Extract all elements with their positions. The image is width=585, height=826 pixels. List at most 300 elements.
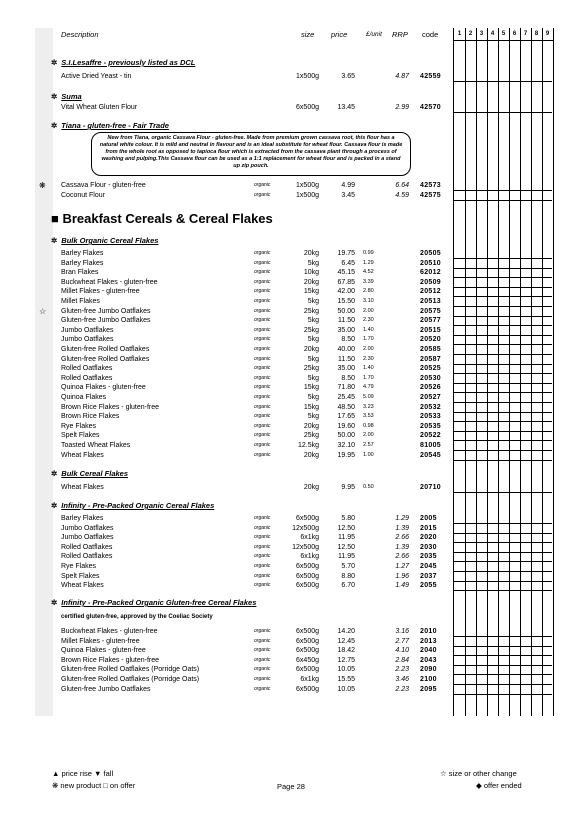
section-lesaffre (51, 58, 195, 67)
organic-label: organic (254, 182, 271, 188)
product-code: 2030 (420, 543, 437, 551)
product-size: 15kg (303, 403, 319, 411)
organic-label: organic (254, 534, 271, 541)
product-description: Wheat Flakes (61, 582, 104, 590)
unit-price: 3.10 (363, 298, 374, 304)
grid-column-number: 4 (490, 31, 495, 37)
grid-row-line (453, 112, 552, 113)
product-price: 12.45 (337, 637, 355, 645)
organic-label: organic (254, 403, 271, 410)
product-code: 2005 (420, 515, 437, 522)
product-size: 5kg (307, 394, 319, 401)
grid-row-line (453, 492, 552, 493)
product-rrp: 4.59 (395, 192, 409, 199)
product-code: 20510 (420, 259, 441, 267)
organic-label: organic (254, 250, 271, 256)
product-size: 5kg (307, 317, 319, 325)
product-description: Bran Flakes (61, 269, 99, 277)
product-price: 6.70 (341, 582, 355, 590)
product-price: 8.80 (341, 572, 355, 580)
product-description: Buckwheat Flakes - gluten-free (61, 628, 158, 635)
product-price: 5.80 (341, 515, 355, 522)
unit-price: 2.00 (363, 432, 374, 439)
product-size: 12.5kg (297, 442, 319, 449)
unit-price: 0.99 (363, 250, 374, 256)
product-rrp: 4.10 (395, 647, 409, 655)
organic-label: organic (254, 336, 271, 343)
product-size: 5kg (307, 413, 319, 421)
product-size: 6x500g (296, 628, 319, 635)
product-description: Jumbo Oatflakes (61, 524, 114, 532)
organic-label: organic (254, 432, 271, 439)
product-price: 12.75 (337, 656, 355, 664)
product-size: 5kg (307, 355, 319, 363)
product-size: 5kg (307, 298, 319, 305)
product-size: 12x500g (292, 543, 319, 551)
product-price: 14.20 (337, 628, 355, 635)
product-size: 1x500g (296, 73, 319, 80)
product-description: Rye Flakes (61, 422, 97, 430)
section-infinity-gluten-free-text: Infinity - Pre-Packed Organic Gluten-free Cereal Flakes (61, 598, 257, 607)
grid-column-number: 6 (512, 31, 517, 37)
product-price: 12.50 (337, 543, 355, 551)
unit-price: 2.30 (363, 355, 374, 362)
product-size: 20kg (303, 422, 319, 430)
heading-bullet: ■ (51, 211, 63, 226)
product-price: 11.95 (338, 534, 355, 542)
coeliac-note: certified gluten-free, approved by the Coeliac Society (61, 614, 213, 620)
product-size: 20kg (303, 278, 319, 286)
header-code: code (422, 30, 439, 39)
unit-price: 1.70 (363, 336, 374, 343)
product-code: 2020 (420, 534, 437, 542)
product-code: 20527 (420, 394, 441, 401)
product-size: 6x1kg (300, 553, 319, 561)
product-size: 25kg (303, 326, 319, 334)
grid-column-number: 9 (545, 31, 550, 37)
organic-label: organic (254, 384, 271, 391)
product-price: 10.05 (337, 685, 355, 693)
product-description: Quinoa Flakes - gluten-free (61, 384, 146, 392)
product-description: Spelt Flakes (61, 432, 100, 440)
organic-label: organic (254, 647, 271, 654)
product-rrp: 1.39 (395, 543, 409, 551)
product-description: Jumbo Oatflakes (61, 534, 114, 542)
product-price: 40.00 (337, 346, 355, 353)
unit-price: 4.79 (363, 384, 374, 391)
product-price: 8.50 (341, 336, 355, 344)
product-price: 32.10 (337, 442, 355, 449)
page-number: Page 28 (277, 782, 305, 791)
product-code: 42559 (420, 73, 441, 80)
section-infinity-text: Infinity - Pre-Packed Organic Cereal Flakes (61, 501, 215, 510)
product-description: Spelt Flakes (61, 572, 100, 580)
product-code: 20515 (420, 326, 441, 334)
grid-column-number: 8 (534, 31, 539, 37)
product-price: 11.50 (338, 355, 355, 363)
product-description: Rye Flakes (61, 563, 97, 570)
product-code: 2013 (420, 637, 437, 645)
product-code: 20577 (420, 317, 441, 325)
unit-price: 1.40 (363, 365, 374, 372)
unit-price: 1.29 (363, 259, 374, 266)
product-code: 42570 (420, 104, 441, 111)
product-description: Toasted Wheat Flakes (61, 442, 131, 449)
legend-new-product: ❋ new product □ on offer (52, 781, 136, 790)
product-description: Barley Flakes (61, 259, 104, 267)
section-bulk-cereal-text: Bulk Cereal Flakes (61, 469, 128, 478)
product-price: 3.65 (341, 73, 355, 80)
product-price: 50.00 (337, 307, 355, 315)
unit-price: 1.00 (363, 451, 374, 458)
unit-price: 3.39 (363, 278, 374, 285)
organic-label: organic (254, 317, 271, 324)
product-price: 9.95 (341, 484, 355, 491)
unit-price: 2.80 (363, 288, 374, 295)
product-rrp: 1.49 (395, 582, 409, 590)
product-description: Rolled Oatflakes (61, 553, 113, 561)
product-description: Jumbo Oatflakes (61, 336, 114, 344)
organic-label: organic (254, 413, 271, 420)
product-code: 20535 (420, 422, 441, 430)
product-code: 2055 (420, 582, 437, 590)
organic-label: organic (254, 326, 271, 333)
product-rrp: 1.96 (395, 572, 409, 580)
organic-label: organic (254, 288, 271, 295)
header-price: price (331, 30, 348, 39)
product-price: 71.80 (337, 384, 355, 392)
product-code: 20532 (420, 403, 441, 411)
product-code: 20525 (420, 365, 441, 373)
section-infinity-gluten-free (51, 598, 256, 607)
section-star-icon: ✲ (51, 469, 58, 478)
section-star-icon: ✲ (51, 501, 58, 510)
unit-price: 2.00 (363, 346, 374, 352)
product-size: 1x500g (296, 182, 319, 189)
product-code: 2015 (420, 524, 437, 532)
product-code: 2045 (420, 563, 437, 570)
legend-price-change: ▲ price rise ▼ fall (52, 769, 114, 778)
product-price: 35.00 (337, 365, 355, 373)
product-rrp: 2.84 (395, 656, 409, 664)
unit-price: 1.40 (363, 326, 374, 333)
new-product-icon: ☆ (39, 306, 47, 316)
product-code: 20587 (420, 355, 441, 363)
organic-label: organic (254, 563, 271, 569)
product-price: 15.55 (337, 676, 355, 683)
section-bulk-organic (51, 236, 158, 245)
organic-label: organic (254, 192, 271, 198)
product-description: Buckwheat Flakes - gluten-free (61, 278, 158, 286)
product-description: Cassava Flour - gluten-free (61, 182, 146, 189)
product-description: Gluten-free Jumbo Oatflakes (61, 685, 151, 693)
product-rrp: 2.23 (395, 685, 409, 693)
product-size: 12x500g (292, 524, 319, 532)
product-description: Rolled Oatflakes (61, 543, 113, 551)
organic-label: organic (254, 422, 271, 429)
product-description: Brown Rice Flakes (61, 413, 120, 421)
product-price: 13.45 (337, 104, 355, 111)
product-price: 5.70 (341, 563, 355, 570)
product-code: 20533 (420, 413, 441, 421)
product-description: Quinoa Flakes - gluten-free (61, 647, 146, 655)
product-size: 25kg (303, 365, 319, 373)
organic-label: organic (254, 451, 271, 458)
product-description: Millet Flakes (61, 298, 100, 305)
product-description: Millet Flakes - gluten-free (61, 288, 140, 296)
product-size: 6x500g (296, 104, 319, 111)
breakfast-heading-text: Breakfast Cereals & Cereal Flakes (62, 211, 273, 226)
product-description: Coconut Flour (61, 192, 105, 199)
product-rrp: 1.39 (395, 524, 409, 532)
product-code: 20575 (420, 307, 441, 315)
section-lesaffre-text: S.I.Lesaffre - previously listed as DCL (61, 58, 196, 67)
product-code: 20710 (420, 484, 441, 491)
header-unit: £/unit (366, 31, 382, 38)
product-description: Active Dried Yeast - tin (61, 73, 132, 80)
product-price: 42.00 (337, 288, 355, 296)
product-size: 6x1kg (300, 534, 319, 542)
product-description: Brown Rice Flakes - gluten-free (61, 656, 160, 664)
product-price: 6.45 (341, 259, 355, 267)
new-product-icon: ❋ (39, 181, 46, 190)
product-size: 20kg (303, 346, 319, 353)
product-rrp: 1.27 (395, 563, 409, 570)
grid-row-line (453, 200, 552, 201)
organic-label: organic (254, 676, 271, 682)
header-description: Description (61, 30, 99, 39)
product-price: 10.05 (337, 666, 355, 674)
product-price: 19.95 (337, 451, 355, 459)
organic-label: organic (254, 259, 271, 266)
product-size: 25kg (303, 307, 319, 315)
product-description: Gluten-free Rolled Oatflakes (61, 355, 150, 363)
section-tiana-text: Tiana - gluten-free - Fair Trade (61, 121, 169, 130)
organic-label: organic (254, 374, 271, 381)
product-rrp: 2.23 (395, 666, 409, 674)
product-code: 62012 (420, 269, 441, 277)
product-code: 81005 (420, 442, 441, 449)
product-rrp: 6.64 (395, 182, 409, 189)
product-price: 50.00 (337, 432, 355, 440)
product-size: 5kg (307, 374, 319, 382)
legend-size-change: ☆ size or other change (440, 769, 517, 778)
product-code: 20509 (420, 278, 441, 286)
organic-label: organic (254, 442, 271, 448)
organic-label: organic (254, 355, 271, 362)
product-code: 2100 (420, 676, 437, 683)
unit-price: 0.50 (363, 484, 374, 490)
grid-header-line (454, 40, 553, 41)
product-description: Rolled Oatflakes (61, 365, 113, 373)
product-description: Quinoa Flakes (61, 394, 107, 401)
product-code: 2010 (420, 628, 437, 635)
section-suma-text: Suma (61, 92, 82, 101)
unit-price: 3.23 (363, 403, 374, 410)
product-rrp: 3.46 (395, 676, 409, 683)
product-description: Vital Wheat Gluten Flour (61, 104, 138, 111)
organic-label: organic (254, 543, 271, 550)
unit-price: 2.30 (363, 317, 374, 324)
product-code: 20545 (420, 451, 441, 459)
product-price: 67.85 (337, 278, 355, 286)
product-rrp: 3.16 (395, 628, 409, 635)
section-star-icon: ✲ (51, 58, 58, 67)
product-price: 17.65 (337, 413, 355, 421)
organic-label: organic (254, 553, 271, 560)
product-size: 6x500g (296, 563, 319, 570)
unit-price: 4.52 (363, 269, 374, 276)
grid-column-number: 3 (479, 31, 484, 37)
organic-label: organic (254, 515, 271, 521)
product-code: 20526 (420, 384, 441, 392)
product-price: 8.50 (341, 374, 355, 382)
product-price: 3.45 (341, 192, 355, 199)
product-price: 19.60 (337, 422, 355, 430)
product-price: 11.50 (338, 317, 355, 325)
section-star-icon: ✲ (51, 236, 58, 245)
grid-row-line (453, 694, 552, 695)
product-rrp: 2.77 (395, 637, 409, 645)
organic-label: organic (254, 582, 271, 589)
unit-price: 1.70 (363, 374, 374, 381)
organic-label: organic (254, 524, 271, 531)
product-size: 1x500g (296, 192, 319, 199)
product-price: 12.50 (337, 524, 355, 532)
product-code: 20530 (420, 374, 441, 382)
grid-row-line (453, 81, 552, 82)
product-size: 15kg (303, 288, 319, 296)
organic-label: organic (254, 572, 271, 579)
product-size: 6x450g (296, 656, 319, 664)
product-rrp: 2.99 (395, 104, 409, 111)
product-size: 15kg (303, 384, 319, 392)
unit-price: 3.53 (363, 413, 374, 420)
section-bulk-organic-text: Bulk Organic Cereal Flakes (61, 236, 159, 245)
product-code: 20585 (420, 346, 441, 353)
header-size: size (301, 30, 315, 39)
product-description: Jumbo Oatflakes (61, 326, 114, 334)
unit-price: 5.09 (363, 394, 374, 400)
product-size: 6x500g (296, 666, 319, 674)
product-code: 20513 (420, 298, 441, 305)
tiana-note: New from Tiana, organic Cassava Flour - gluten-free. Made from premium grown cassava root, this flour has a natural white colour. It is mild and neutral in flavour and is an ideal substitute for wheat flour. Cassava flour is made from the whole root as opposed to tapioca flour which is extracted from the cassava plant through a process of washing and pulping.This Cassava flour can be used as a 1:1 replacement for wheat flour and is packed in a stand up zip pouch. (91, 132, 411, 176)
organic-label: organic (254, 346, 271, 352)
organic-label: organic (254, 278, 271, 285)
product-description: Gluten-free Rolled Oatflakes (Porridge Oats) (61, 666, 200, 674)
product-code: 2095 (420, 685, 437, 693)
product-rrp: 2.66 (395, 534, 409, 542)
section-star-icon: ✲ (51, 598, 58, 607)
product-price: 19.75 (337, 250, 355, 257)
section-suma (51, 92, 82, 101)
unit-price: 2.57 (363, 442, 374, 448)
section-star-icon: ✲ (51, 121, 58, 130)
section-star-icon: ✲ (51, 92, 58, 101)
product-size: 6x500g (296, 685, 319, 693)
product-description: Wheat Flakes (61, 451, 104, 459)
unit-price: 0.98 (363, 422, 374, 429)
product-code: 20505 (420, 250, 441, 257)
product-description: Barley Flakes (61, 250, 104, 257)
product-price: 45.15 (337, 269, 355, 277)
product-code: 2043 (420, 656, 437, 664)
organic-label: organic (254, 269, 271, 276)
product-size: 6x500g (296, 582, 319, 590)
organic-label: organic (254, 685, 271, 692)
grid-column-number: 5 (501, 31, 506, 37)
product-code: 42573 (420, 182, 441, 189)
product-code: 20522 (420, 432, 441, 440)
organic-label: organic (254, 365, 271, 372)
organic-label: organic (254, 637, 271, 644)
section-bulk-cereal (51, 469, 128, 478)
grid-column-number: 7 (523, 31, 528, 37)
product-price: 48.50 (337, 403, 355, 411)
unit-price: 2.00 (363, 307, 374, 314)
header-rrp: RRP (392, 30, 408, 39)
product-code: 2040 (420, 647, 437, 655)
section-tiana (51, 121, 169, 130)
product-size: 6x500g (296, 515, 319, 522)
product-size: 20kg (303, 451, 319, 459)
organic-label: organic (254, 298, 271, 304)
grid-row-line (453, 460, 552, 461)
product-size: 6x1kg (300, 676, 319, 683)
product-size: 25kg (303, 432, 319, 440)
section-infinity (51, 501, 214, 510)
product-price: 25.45 (337, 394, 355, 401)
product-size: 10kg (303, 269, 319, 277)
product-code: 20520 (420, 336, 441, 344)
product-rrp: 1.29 (395, 515, 409, 522)
product-size: 5kg (307, 336, 319, 344)
organic-label: organic (254, 666, 271, 673)
product-code: 2090 (420, 666, 437, 674)
product-description: Brown Rice Flakes - gluten-free (61, 403, 160, 411)
organic-label: organic (254, 307, 271, 314)
product-size: 6x500g (296, 647, 319, 655)
product-description: Gluten-free Jumbo Oatflakes (61, 307, 151, 315)
product-size: 20kg (303, 484, 319, 491)
breakfast-heading (51, 211, 273, 226)
product-code: 42575 (420, 192, 441, 199)
product-description: Gluten-free Rolled Oatflakes (61, 346, 150, 353)
product-description: Gluten-free Jumbo Oatflakes (61, 317, 151, 325)
product-price: 4.99 (341, 182, 355, 189)
grid-row-line (453, 590, 552, 591)
product-description: Gluten-free Rolled Oatflakes (Porridge Oats) (61, 676, 200, 683)
product-size: 6x500g (296, 572, 319, 580)
product-description: Millet Flakes - gluten-free (61, 637, 140, 645)
product-price: 18.42 (337, 647, 355, 655)
legend-offer-ended: ◆ offer ended (476, 781, 522, 790)
product-description: Barley Flakes (61, 515, 104, 522)
organic-label: organic (254, 628, 271, 634)
organic-label: organic (254, 394, 271, 400)
product-price: 35.00 (337, 326, 355, 334)
product-code: 20512 (420, 288, 441, 296)
product-rrp: 4.87 (395, 73, 409, 80)
grid-column-number: 2 (468, 31, 473, 37)
product-price: 15.50 (337, 298, 355, 305)
product-size: 20kg (303, 250, 319, 257)
grid-column-number: 1 (457, 31, 462, 37)
product-code: 2037 (420, 572, 437, 580)
product-code: 2035 (420, 553, 437, 561)
product-description: Rolled Oatflakes (61, 374, 113, 382)
product-size: 6x500g (296, 637, 319, 645)
